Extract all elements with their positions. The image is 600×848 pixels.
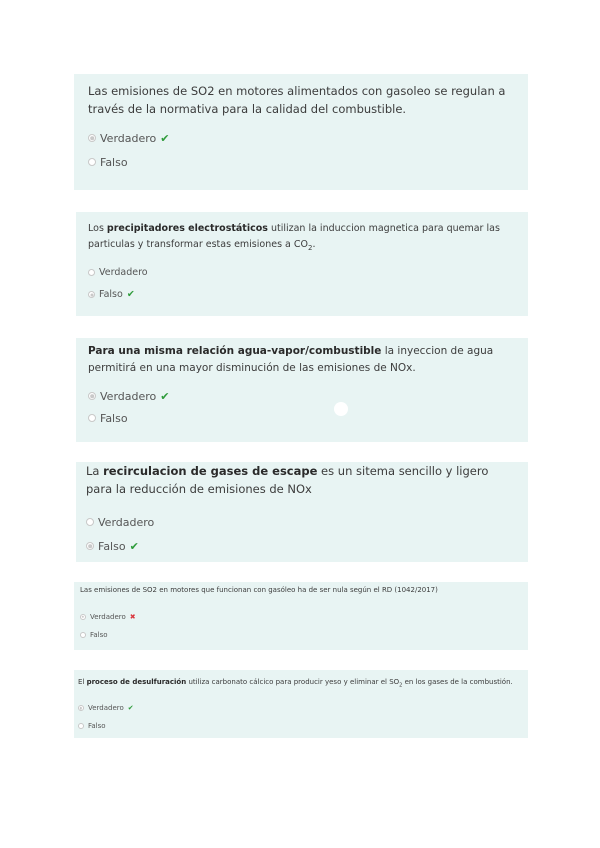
option-falso[interactable] [78,717,520,735]
radio-button[interactable] [78,705,84,711]
check-icon: ✔ [126,289,135,301]
option-label: Falso [99,289,123,301]
question-card-5 [74,582,528,650]
option-falso[interactable] [88,284,518,306]
option-label: Verdadero [90,613,126,621]
option-verdadero[interactable] [86,510,518,534]
option-label: Falso [98,539,126,553]
option-verdadero[interactable] [88,385,518,407]
question-card-6 [74,670,528,738]
option-falso[interactable] [80,626,520,644]
question-card-1 [74,74,528,190]
bold-term: precipitadores electrostáticos [106,223,268,234]
option-verdadero[interactable] [88,126,516,150]
option-falso[interactable] [88,407,518,429]
option-label: Verdadero [99,267,148,279]
option-label: Falso [90,631,108,639]
radio-button[interactable] [88,392,96,400]
option-label: Falso [100,411,128,425]
option-verdadero[interactable] [78,699,520,717]
option-label: Verdadero [100,131,157,145]
option-falso[interactable] [88,150,516,174]
radio-button[interactable] [86,518,94,526]
question-card-4 [76,462,528,562]
question-card-3 [76,338,528,442]
question-text: Para una misma relación agua-vapor/combustible la inyeccion de agua permitirá en una mayor disminución de las emisiones de NOx. [88,345,494,374]
bold-term: Para una misma relación agua-vapor/combustible [88,345,382,357]
radio-button[interactable] [78,723,84,729]
question-text: El proceso de desulfuración utiliza carbonato cálcico para producir yeso y eliminar el $SO_2$ en los gases de la combustión. [78,678,513,689]
cursor-dot [334,402,348,416]
radio-button[interactable] [80,632,86,638]
radio-button[interactable] [86,542,94,550]
radio-button[interactable] [80,614,86,620]
option-label: Falso [100,155,128,169]
check-icon: ✔ [160,389,170,403]
radio-button[interactable] [88,134,96,142]
bold-term: recirculacion de gases de escape [103,464,318,478]
radio-button[interactable] [88,158,96,166]
option-falso[interactable] [86,534,518,558]
question-text: Los precipitadores electrostáticos utilizan la induccion magnetica para quemar las particulas y transformar estas emisiones a $CO_2$. [88,223,500,252]
radio-button[interactable] [88,269,95,276]
question-text: La recirculacion de gases de escape es un sitema sencillo y ligero para la reducción de emisiones de NOx [86,464,489,496]
option-verdadero[interactable] [88,262,518,284]
question-text: Las emisiones de SO2 en motores que funcionan con gasóleo ha de ser nula según el RD (1042/2017) [80,586,438,594]
check-icon: ✔ [127,704,134,713]
question-text: Las emisiones de SO2 en motores alimentados con gasoleo se regulan a través de la normativa para la calidad del combustible. [88,84,506,116]
bold-term: proceso de desulfuración [86,678,187,686]
check-icon: ✔ [129,539,139,553]
option-label: Verdadero [98,515,155,529]
radio-button[interactable] [88,414,96,422]
radio-button[interactable] [88,291,95,298]
option-label: Verdadero [100,389,157,403]
option-label: Falso [88,722,106,731]
option-label: Verdadero [88,704,124,713]
cross-icon: ✖ [129,613,136,621]
option-verdadero[interactable] [80,608,520,626]
question-card-2 [76,212,528,316]
check-icon: ✔ [160,131,170,145]
